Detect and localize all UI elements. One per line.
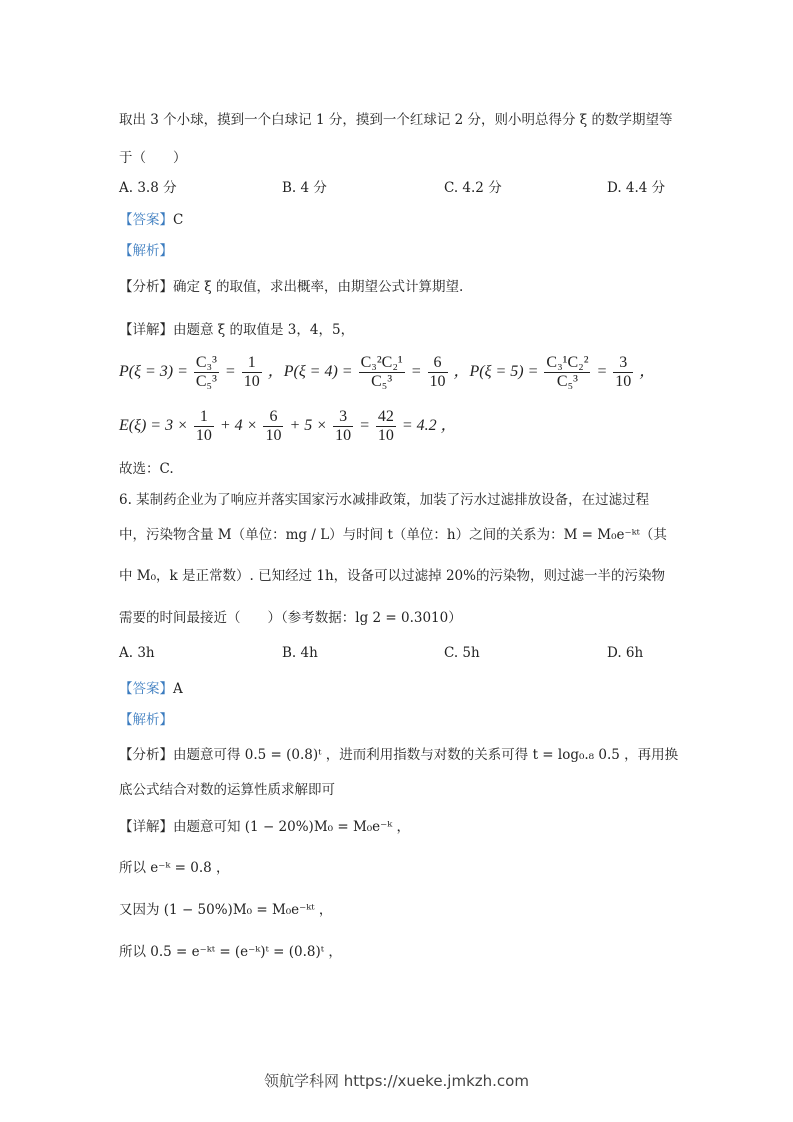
xiangjie-tag: 【详解】: [119, 819, 173, 835]
q6-stem-line4: 需要的时间最接近（ ）（参考数据：lg 2 = 0.3010）: [119, 610, 462, 626]
q6-step3: 所以 0.5 = e⁻ᵏᵗ = (e⁻ᵏ)ᵗ = (0.8)ᵗ ，: [119, 944, 342, 960]
q6-option-c: C. 5h: [444, 645, 480, 661]
q5-expectation-formula: [119, 408, 457, 445]
e-mid-3: =: [359, 417, 370, 435]
p-end: ，: [639, 363, 656, 381]
q6-analysis-tag: 【解析】: [119, 712, 173, 728]
q6-fenxi-line1: [119, 743, 678, 763]
xiangjie-text: 由题意 ξ 的取值是 3，4，5，: [173, 322, 355, 338]
q6-step2: 又因为 (1 − 50%)M₀ = M₀e⁻ᵏᵗ ，: [119, 902, 333, 918]
answer-tag: 【答案】: [119, 212, 173, 228]
q5-answer: [119, 208, 183, 228]
fenxi-text: 由题意可得 0.5 = (0.8)ᵗ ，进而利用指数与对数的关系可得 t = log₀.₈ 0.5 ，再用换: [173, 747, 679, 763]
xiangjie-tag: 【详解】: [119, 322, 173, 338]
q5-xiangjie: [119, 318, 354, 338]
p3-value-fraction: $\frac{1}{10}$: [243, 354, 260, 390]
p4-value-fraction: $\frac{6}{10}$: [429, 354, 446, 390]
xiangjie-text: 由题意可知 (1 − 20%)M₀ = M₀e⁻ᵏ ，: [173, 819, 411, 835]
e-mid-2: + 5 ×: [289, 417, 328, 435]
q5-option-a: A. 3.8 分: [119, 180, 177, 196]
p4-comb-fraction: $\frac{\text{C₃²C₂¹}}{\text{C₅³}}$: [360, 354, 403, 390]
q6-stem-line3: 中 M₀，k 是正常数）. 已知经过 1h，设备可以过滤掉 20%的污染物，则过滤一半的污染物: [119, 568, 665, 584]
q6-answer: [119, 677, 183, 697]
p5-lhs: ，P(ξ = 5) =: [453, 363, 539, 381]
fenxi-tag: 【分析】: [119, 747, 173, 763]
answer-value: A: [173, 681, 183, 697]
q5-fenxi: [119, 275, 463, 295]
q6-fenxi-line2: 底公式结合对数的运算性质求解即可: [119, 782, 335, 798]
p5-value-fraction: $\frac{3}{10}$: [615, 354, 632, 390]
q6-stem-line2: 中，污染物含量 M（单位：mg / L）与时间 t（单位：h）之间的关系为：M = M₀e⁻ᵏᵗ（其: [119, 527, 667, 543]
q5-stem-line2: 于（ ）: [119, 150, 187, 166]
e-lhs: E(ξ) = 3 ×: [119, 417, 188, 435]
q6-option-d: D. 6h: [607, 645, 644, 661]
p3-lhs: P(ξ = 3) =: [119, 363, 188, 381]
e-fraction-4: $\frac{42}{10}$: [377, 408, 394, 444]
q6-step1: 所以 e⁻ᵏ = 0.8 ，: [119, 860, 230, 876]
p4-eq: =: [410, 363, 422, 381]
q5-stem-line1: 取出 3 个小球，摸到一个白球记 1 分，摸到一个红球记 2 分，则小明总得分 ξ 的数学期望等: [119, 112, 673, 128]
q5-conclusion: 故选：C.: [119, 461, 174, 477]
q5-option-b: B. 4 分: [282, 180, 327, 196]
q6-xiangjie: [119, 815, 410, 835]
e-fraction-2: $\frac{6}{10}$: [265, 408, 282, 444]
page-footer: 领航学科网 https://xueke.jmkzh.com: [264, 1072, 529, 1090]
fenxi-text: 确定 ξ 的取值，求出概率，由期望公式计算期望.: [173, 279, 464, 295]
p3-eq: =: [224, 363, 236, 381]
e-mid-1: + 4 ×: [219, 417, 258, 435]
p5-eq: =: [596, 363, 608, 381]
fenxi-tag: 【分析】: [119, 279, 173, 295]
answer-value: C: [173, 212, 184, 228]
e-fraction-3: $\frac{3}{10}$: [335, 408, 352, 444]
e-fraction-1: $\frac{1}{10}$: [195, 408, 212, 444]
p4-lhs: ，P(ξ = 4) =: [267, 363, 353, 381]
q5-probability-formulas: [119, 354, 655, 391]
q5-option-c: C. 4.2 分: [444, 180, 502, 196]
p3-comb-fraction: $\frac{\text{C₃³}}{\text{C₅³}}$: [195, 354, 217, 390]
q5-analysis-tag: 【解析】: [119, 243, 173, 259]
e-end: = 4.2 ，: [401, 417, 457, 435]
q6-option-a: A. 3h: [119, 645, 155, 661]
answer-tag: 【答案】: [119, 681, 173, 697]
q6-option-b: B. 4h: [282, 645, 318, 661]
q6-stem-line1: 6. 某制药企业为了响应并落实国家污水减排政策，加装了污水过滤排放设备，在过滤过程: [119, 492, 650, 508]
p5-comb-fraction: $\frac{\text{C₃¹C₂²}}{\text{C₅³}}$: [546, 354, 589, 390]
q5-option-d: D. 4.4 分: [607, 180, 666, 196]
